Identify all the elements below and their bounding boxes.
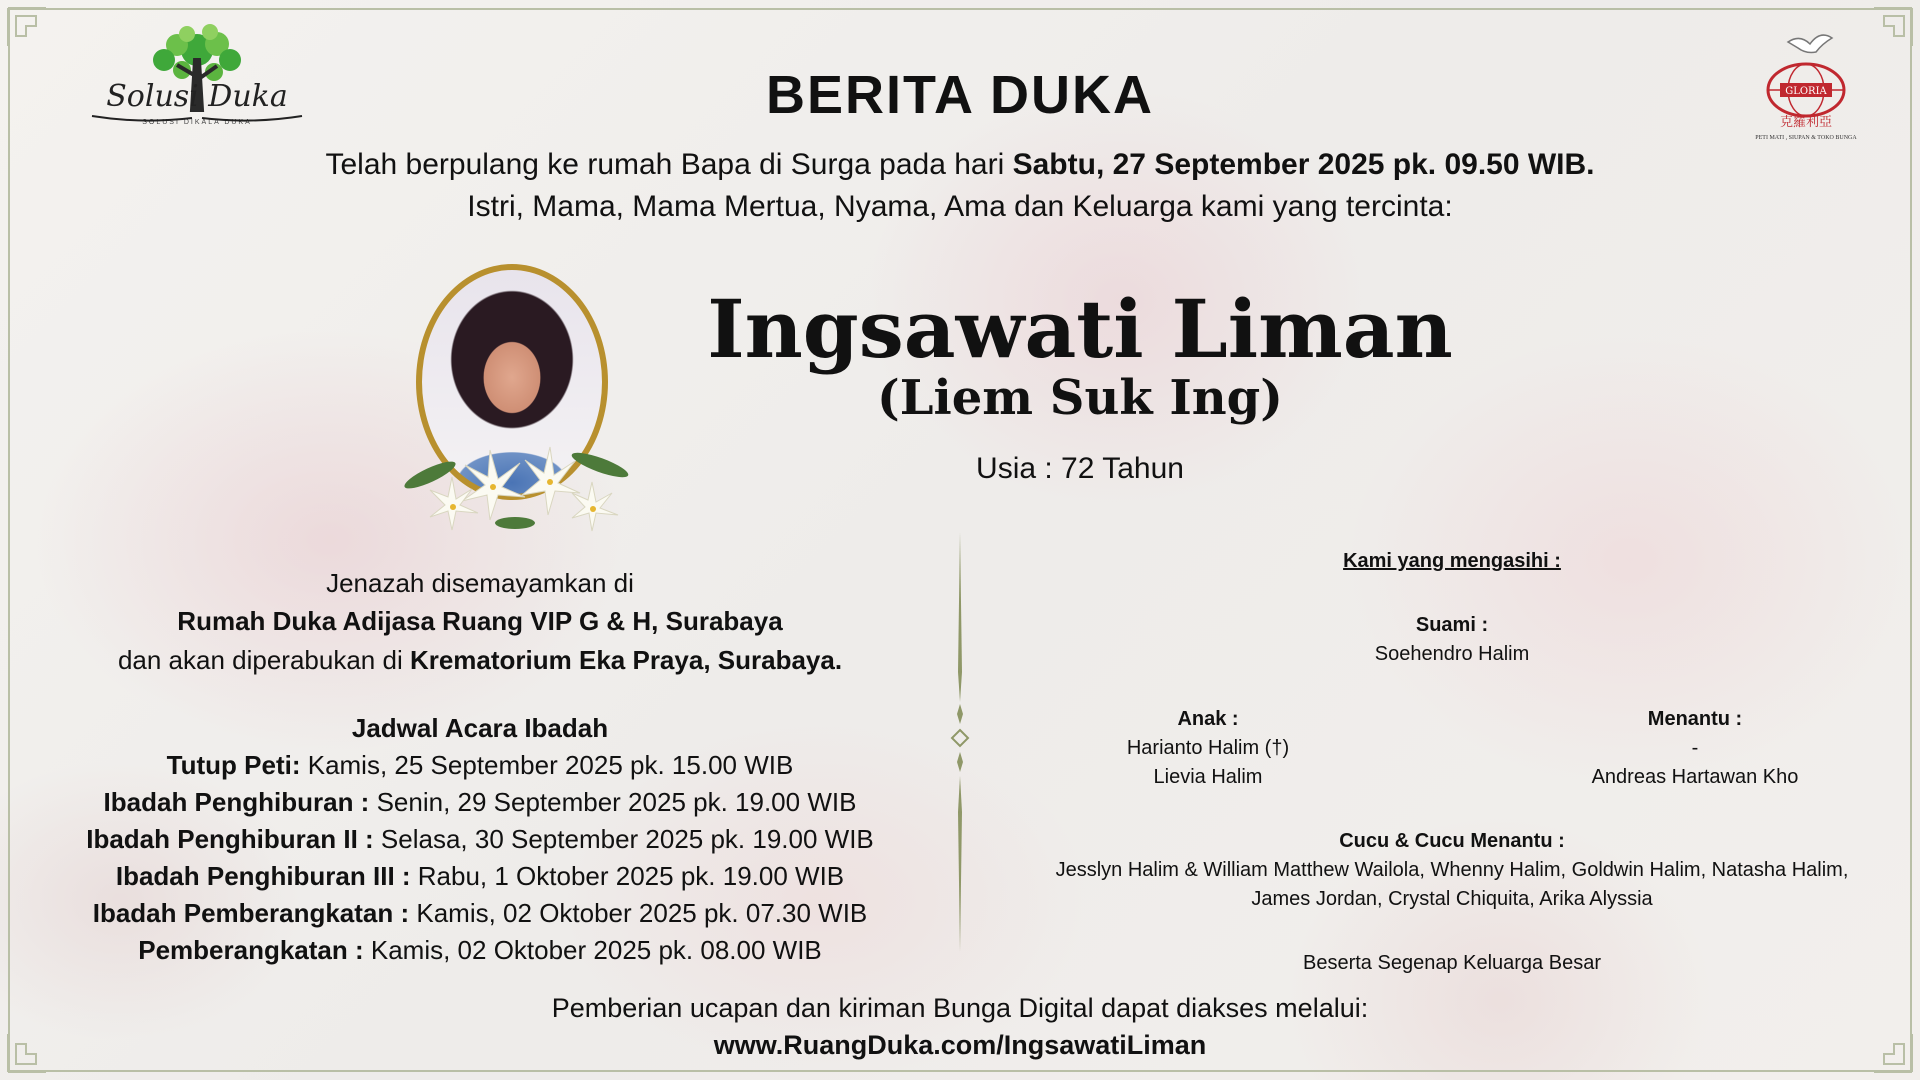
schedule-item-label: Ibadah Penghiburan III :: [115, 861, 411, 891]
logo-left-text: Solusi Duka: [106, 79, 288, 114]
schedule-item-label: Ibadah Penghiburan II :: [86, 824, 374, 854]
logo-left-tagline: SOLUSI DIKALA DUKA: [142, 119, 252, 126]
intro-line-1: [0, 148, 1920, 182]
death-datetime: Sabtu, 27 September 2025 pk. 09.50 WIB.: [1012, 148, 1595, 181]
schedule-item: [40, 861, 920, 892]
schedule-item-label: Pemberangkatan :: [138, 935, 364, 965]
deceased-name: Ingsawati Liman: [707, 282, 1453, 376]
schedule-item-label: Ibadah Penghiburan :: [103, 787, 370, 817]
schedule-heading: Jadwal Acara Ibadah: [351, 713, 609, 743]
funeral-home-location: Rumah Duka Adijasa Ruang VIP G & H, Surabaya: [177, 606, 783, 636]
spouse-label: Suami :: [1415, 614, 1489, 636]
lying-in-state-intro: Jenazah disemayamkan di: [326, 568, 634, 598]
spouse-name: Soehendro Halim: [1374, 643, 1530, 665]
corner-ornament-icon: [1864, 6, 1914, 56]
schedule-item-value: Kamis, 02 Oktober 2025 pk. 08.00 WIB: [363, 935, 822, 965]
children-label: Anak :: [1177, 708, 1239, 730]
in-law-name: -: [1691, 737, 1699, 759]
grandchildren-names-line-2: James Jordan, Crystal Chiquita, Arika Alyssia: [1251, 888, 1653, 910]
in-laws-label: Menantu :: [1647, 708, 1743, 730]
intro-line-2: Istri, Mama, Mama Mertua, Nyama, Ama dan Keluarga kami yang tercinta:: [467, 190, 1453, 223]
logo-right-chinese: 克羅利亞: [1779, 115, 1833, 130]
child-name: Lievia Halim: [1153, 766, 1263, 788]
portrait-frame: [390, 260, 640, 540]
family-closing: Beserta Segenap Keluarga Besar: [1303, 952, 1601, 974]
lily-flowers-icon: [390, 425, 640, 540]
deceased-alt-name: (Liem Suk Ing): [877, 370, 1283, 426]
schedule-item: [40, 935, 920, 966]
in-law-name: Andreas Hartawan Kho: [1591, 766, 1799, 788]
family-heading: Kami yang mengasihi :: [1343, 550, 1561, 572]
crematorium-location: Krematorium Eka Praya, Surabaya.: [409, 645, 843, 675]
schedule-item-label: Tutup Peti:: [166, 750, 301, 780]
schedule-item-value: Kamis, 02 Oktober 2025 pk. 07.30 WIB: [409, 898, 868, 928]
cremation-line: [40, 645, 920, 676]
schedule-item-value: Rabu, 1 Oktober 2025 pk. 19.00 WIB: [410, 861, 845, 891]
schedule-item-value: Senin, 29 September 2025 pk. 19.00 WIB: [369, 787, 857, 817]
corner-ornament-icon: [6, 6, 56, 56]
grandchildren-label: Cucu & Cucu Menantu :: [1339, 830, 1565, 852]
logo-right-text: GLORIA: [1785, 86, 1827, 97]
schedule-item: [40, 898, 920, 929]
schedule-item-value: Kamis, 25 September 2025 pk. 15.00 WIB: [300, 750, 794, 780]
schedule-item: [40, 824, 920, 855]
footer-note: Pemberian ucapan dan kiriman Bunga Digital dapat diakses melalui:: [551, 993, 1369, 1023]
deceased-age: Usia : 72 Tahun: [976, 452, 1184, 485]
logo-right-tagline: PETI MATI , SIUPAN & TOKO BUNGA: [1755, 135, 1857, 141]
vertical-divider-ornament: [950, 532, 970, 952]
schedule-item: [40, 750, 920, 781]
cremation-intro: dan akan diperabukan di: [117, 645, 410, 675]
child-name: Harianto Halim (†): [1126, 737, 1290, 759]
grandchildren-names-line-1: Jesslyn Halim & William Matthew Wailola, Whenny Halim, Goldwin Halim, Natasha Halim,: [1055, 859, 1849, 881]
page-title: BERITA DUKA: [766, 65, 1154, 125]
footer-url-link[interactable]: www.RuangDuka.com/IngsawatiLiman: [713, 1030, 1207, 1060]
schedule-item: [40, 787, 920, 818]
intro-text: Telah berpulang ke rumah Bapa di Surga pada hari: [325, 148, 1013, 181]
schedule-item-value: Selasa, 30 September 2025 pk. 19.00 WIB: [373, 824, 874, 854]
schedule-item-label: Ibadah Pemberangkatan :: [92, 898, 410, 928]
